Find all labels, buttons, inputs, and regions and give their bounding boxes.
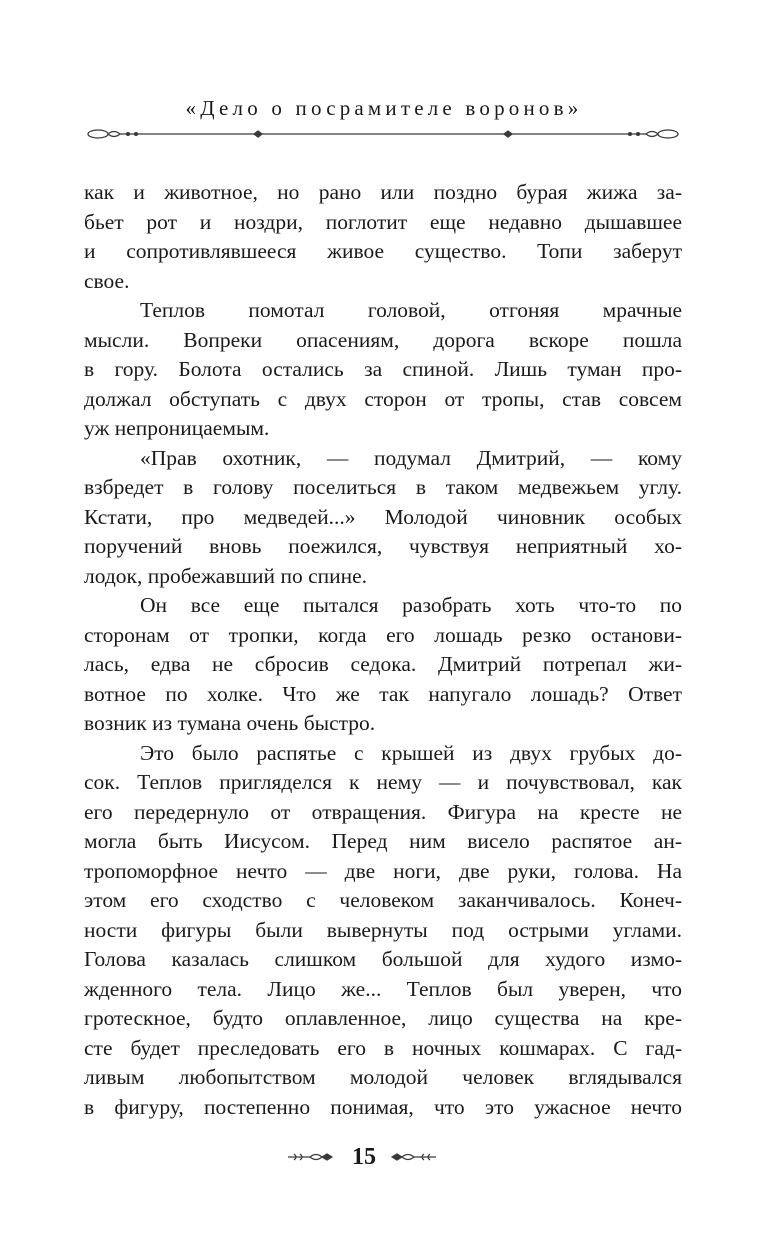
text-line: ливым любопытством молодой человек вглядывался — [84, 1065, 682, 1089]
text-line: Кстати, про медведей...» Молодой чиновник особых — [84, 504, 682, 529]
text-line: возник из тумана очень быстро. — [84, 711, 376, 735]
text-line: «Прав охотник, — подумал Дмитрий, — кому — [140, 445, 682, 470]
text-line: лась, едва не сбросив седока. Дмитрий потрепал жи- — [84, 652, 682, 676]
text-line: его передернуло от отвращения. Фигура на кресте не — [84, 799, 682, 824]
text-line: лодок, пробежавший по спине. — [84, 563, 368, 588]
text-line: бьет рот и ноздри, поглотит еще недавно дышавшее — [84, 209, 682, 234]
text-line: свое. — [84, 268, 130, 293]
text-line: вотное по холке. Что же так напугало лошадь? Ответ — [84, 681, 682, 706]
text-line: сторонам от тропки, когда его лошадь резко останови- — [84, 622, 682, 647]
text-line: поручений вновь поежился, чувствуя неприятный хо- — [84, 534, 682, 558]
text-line: должал обступать с двух сторон от тропы, став совсем — [84, 386, 682, 411]
body-text — [84, 178, 682, 1122]
text-line: как и животное, но рано или поздно бурая жижа за- — [84, 180, 682, 204]
text-line: тропоморфное нечто — две ноги, две руки, голова. На — [84, 858, 682, 883]
text-line: могла быть Иисусом. Перед ним висело распятое ан- — [84, 829, 682, 853]
text-line: гротескное, будто оплавленное, лицо существа на кре- — [84, 1006, 682, 1030]
header-ornament-rule-icon — [84, 126, 682, 142]
text-line: уж непроницаемым. — [84, 416, 270, 440]
text-line: ности фигуры были вывернуты под острыми углами. — [84, 917, 682, 942]
page-number: 15 — [352, 1144, 376, 1170]
text-line: в фигуру, постепенно понимая, что это ужасное нечто — [84, 1094, 682, 1119]
text-line: взбредет в голову поселиться в таком медвежьем углу. — [84, 475, 682, 499]
text-line: сте будет преследовать его в ночных кошмарах. С гад- — [84, 1035, 682, 1060]
footer-right-ornament-icon — [390, 1151, 436, 1163]
text-line: в гору. Болота остались за спиной. Лишь туман про- — [84, 357, 682, 381]
text-line: этом его сходство с человеком заканчивалось. Конеч- — [84, 888, 682, 912]
text-line: сок. Теплов пригляделся к нему — и почувствовал, как — [84, 770, 682, 794]
text-line: Он все еще пытался разобрать хоть что-то по — [140, 593, 682, 617]
text-line: мысли. Вопреки опасениям, дорога вскоре пошла — [84, 327, 682, 352]
running-title: «Дело о посрамителе воронов» — [185, 96, 583, 120]
text-line: Это было распятье с крышей из двух грубых до- — [140, 740, 682, 765]
text-line: Голова казалась слишком большой для худого измо- — [84, 947, 682, 971]
text-line: и сопротивлявшееся живое существо. Топи заберут — [84, 239, 682, 263]
footer-left-ornament-icon — [288, 1151, 334, 1163]
page-folio — [0, 1141, 768, 1177]
text-line: Теплов помотал головой, отгоняя мрачные — [140, 298, 682, 322]
text-line: жденного тела. Лицо же... Теплов был уверен, что — [84, 976, 682, 1001]
